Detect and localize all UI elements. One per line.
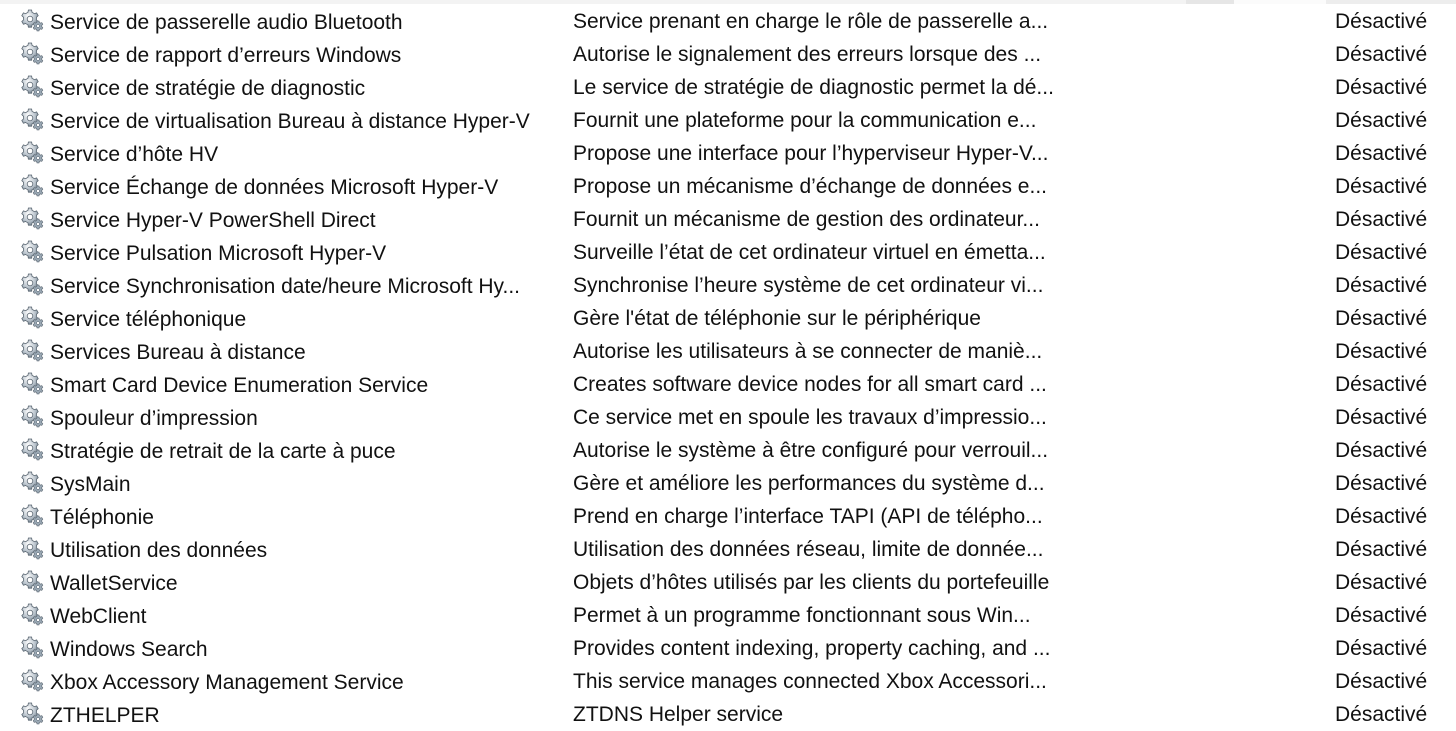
- service-name-cell: [20, 533, 565, 566]
- header-segment: [1186, 0, 1234, 4]
- service-name-cell: [20, 302, 565, 335]
- gear-icon: [20, 239, 44, 263]
- gear-icon: [20, 470, 44, 494]
- table-row[interactable]: [0, 335, 1456, 368]
- service-name-cell: [20, 269, 565, 302]
- gear-icon: [20, 41, 44, 65]
- table-row[interactable]: [0, 566, 1456, 599]
- header-segment: [1326, 0, 1456, 4]
- table-row[interactable]: [0, 203, 1456, 236]
- service-name-cell: [20, 368, 565, 401]
- service-startup-type: Désactivé: [1335, 703, 1428, 726]
- gear-icon: [20, 272, 44, 296]
- service-description: Synchronise l’heure système de cet ordinateur vi...: [573, 274, 1044, 297]
- service-startup-type: Désactivé: [1335, 571, 1428, 594]
- service-name-cell: [20, 137, 565, 170]
- service-description: Gère l'état de téléphonie sur le périphérique: [573, 307, 981, 330]
- service-name-cell: [20, 500, 565, 533]
- service-startup-type: Désactivé: [1335, 109, 1428, 132]
- service-name: Xbox Accessory Management Service: [50, 670, 404, 694]
- service-name: Stratégie de retrait de la carte à puce: [50, 439, 396, 463]
- service-startup-type: Désactivé: [1335, 439, 1428, 462]
- gear-icon: [20, 140, 44, 164]
- table-row[interactable]: [0, 302, 1456, 335]
- table-row[interactable]: [0, 434, 1456, 467]
- service-name-cell: [20, 335, 565, 368]
- service-name: Service Synchronisation date/heure Microsoft Hy...: [50, 274, 520, 298]
- service-description: This service manages connected Xbox Accessori...: [573, 670, 1047, 693]
- table-row[interactable]: [0, 71, 1456, 104]
- service-name-cell: [20, 236, 565, 269]
- gear-icon: [20, 107, 44, 131]
- service-name-cell: [20, 170, 565, 203]
- gear-icon: [20, 437, 44, 461]
- service-name: Utilisation des données: [50, 538, 268, 562]
- service-name: Windows Search: [50, 637, 208, 661]
- service-name: Services Bureau à distance: [50, 340, 306, 364]
- service-description: Objets d’hôtes utilisés par les clients du portefeuille: [573, 571, 1050, 594]
- service-name: Service Hyper-V PowerShell Direct: [50, 208, 376, 232]
- service-name: Téléphonie: [50, 505, 154, 529]
- service-name-cell: [20, 38, 565, 71]
- service-name: WebClient: [50, 604, 147, 628]
- service-description: Utilisation des données réseau, limite de donnée...: [573, 538, 1044, 561]
- gear-icon: [20, 602, 44, 626]
- service-startup-type: Désactivé: [1335, 142, 1428, 165]
- table-row[interactable]: [0, 368, 1456, 401]
- service-name: Service téléphonique: [50, 307, 247, 331]
- service-startup-type: Désactivé: [1335, 43, 1428, 66]
- service-description: Fournit un mécanisme de gestion des ordinateur...: [573, 208, 1040, 231]
- service-name-cell: [20, 467, 565, 500]
- service-startup-type: Désactivé: [1335, 505, 1428, 528]
- service-startup-type: Désactivé: [1335, 175, 1428, 198]
- service-name-cell: [20, 203, 565, 236]
- table-row[interactable]: [0, 467, 1456, 500]
- service-name: WalletService: [50, 571, 178, 595]
- service-name: ZTHELPER: [50, 703, 160, 727]
- service-startup-type: Désactivé: [1335, 406, 1428, 429]
- table-row[interactable]: [0, 500, 1456, 533]
- service-name: Service de rapport d’erreurs Windows: [50, 43, 402, 67]
- service-description: Propose une interface pour l’hyperviseur Hyper-V...: [573, 142, 1049, 165]
- service-name: Smart Card Device Enumeration Service: [50, 373, 429, 397]
- service-description: Surveille l’état de cet ordinateur virtuel en émetta...: [573, 241, 1046, 264]
- service-description: Autorise le signalement des erreurs lorsque des ...: [573, 43, 1042, 66]
- service-description: Gère et améliore les performances du système d...: [573, 472, 1045, 495]
- header-segment: [0, 0, 1186, 4]
- gear-icon: [20, 173, 44, 197]
- table-row[interactable]: [0, 170, 1456, 203]
- service-description: Prend en charge l’interface TAPI (API de télépho...: [573, 505, 1043, 528]
- gear-icon: [20, 668, 44, 692]
- gear-icon: [20, 635, 44, 659]
- table-row[interactable]: [0, 599, 1456, 632]
- service-startup-type: Désactivé: [1335, 241, 1428, 264]
- table-row[interactable]: [0, 104, 1456, 137]
- service-name-cell: [20, 566, 565, 599]
- service-startup-type: Désactivé: [1335, 10, 1428, 33]
- gear-icon: [20, 74, 44, 98]
- service-name: Service Pulsation Microsoft Hyper-V: [50, 241, 387, 265]
- service-startup-type: Désactivé: [1335, 670, 1428, 693]
- service-name-cell: [20, 5, 565, 38]
- service-name-cell: [20, 698, 565, 731]
- service-startup-type: Désactivé: [1335, 373, 1428, 396]
- service-description: Fournit une plateforme pour la communication e...: [573, 109, 1037, 132]
- gear-icon: [20, 371, 44, 395]
- service-startup-type: Désactivé: [1335, 76, 1428, 99]
- service-startup-type: Désactivé: [1335, 604, 1428, 627]
- service-startup-type: Désactivé: [1335, 340, 1428, 363]
- gear-icon: [20, 503, 44, 527]
- gear-icon: [20, 338, 44, 362]
- gear-icon: [20, 8, 44, 32]
- service-startup-type: Désactivé: [1335, 307, 1428, 330]
- service-name-cell: [20, 665, 565, 698]
- service-name-cell: [20, 632, 565, 665]
- service-description: Autorise le système à être configuré pour verrouil...: [573, 439, 1049, 462]
- gear-icon: [20, 536, 44, 560]
- service-name: Service de virtualisation Bureau à distance Hyper-V: [50, 109, 530, 133]
- gear-icon: [20, 305, 44, 329]
- service-startup-type: Désactivé: [1335, 637, 1428, 660]
- column-header-strip: [0, 0, 1456, 4]
- service-startup-type: Désactivé: [1335, 472, 1428, 495]
- table-row[interactable]: [0, 401, 1456, 434]
- table-row[interactable]: [0, 698, 1456, 731]
- gear-icon: [20, 569, 44, 593]
- service-description: Propose un mécanisme d’échange de données e...: [573, 175, 1047, 198]
- table-row[interactable]: [0, 533, 1456, 566]
- service-name-cell: [20, 401, 565, 434]
- service-description: Le service de stratégie de diagnostic permet la dé...: [573, 76, 1054, 99]
- service-startup-type: Désactivé: [1335, 538, 1428, 561]
- gear-icon: [20, 701, 44, 725]
- gear-icon: [20, 206, 44, 230]
- service-name: SysMain: [50, 472, 131, 496]
- service-startup-type: Désactivé: [1335, 274, 1428, 297]
- service-name: Service de stratégie de diagnostic: [50, 76, 366, 100]
- header-segment: [1234, 0, 1326, 4]
- service-name-cell: [20, 434, 565, 467]
- service-startup-type: Désactivé: [1335, 208, 1428, 231]
- service-description: ZTDNS Helper service: [573, 703, 784, 726]
- service-name: Service de passerelle audio Bluetooth: [50, 10, 403, 34]
- service-description: Service prenant en charge le rôle de passerelle a...: [573, 10, 1049, 33]
- service-name-cell: [20, 71, 565, 104]
- table-row[interactable]: [0, 665, 1456, 698]
- table-row[interactable]: [0, 137, 1456, 170]
- service-description: Creates software device nodes for all smart card ...: [573, 373, 1047, 396]
- service-description: Permet à un programme fonctionnant sous Win...: [573, 604, 1031, 627]
- services-list: [0, 5, 1456, 731]
- service-name: Spouleur d’impression: [50, 406, 258, 430]
- service-name: Service Échange de données Microsoft Hyper-V: [50, 175, 499, 199]
- service-name: Service d’hôte HV: [50, 142, 219, 166]
- service-name-cell: [20, 104, 565, 137]
- gear-icon: [20, 404, 44, 428]
- service-name-cell: [20, 599, 565, 632]
- table-row[interactable]: [0, 269, 1456, 302]
- table-row[interactable]: [0, 632, 1456, 665]
- table-row[interactable]: [0, 5, 1456, 38]
- service-description: Provides content indexing, property caching, and ...: [573, 637, 1051, 660]
- service-description: Autorise les utilisateurs à se connecter de maniè...: [573, 340, 1043, 363]
- table-row[interactable]: [0, 236, 1456, 269]
- table-row[interactable]: [0, 38, 1456, 71]
- service-description: Ce service met en spoule les travaux d’impressio...: [573, 406, 1047, 429]
